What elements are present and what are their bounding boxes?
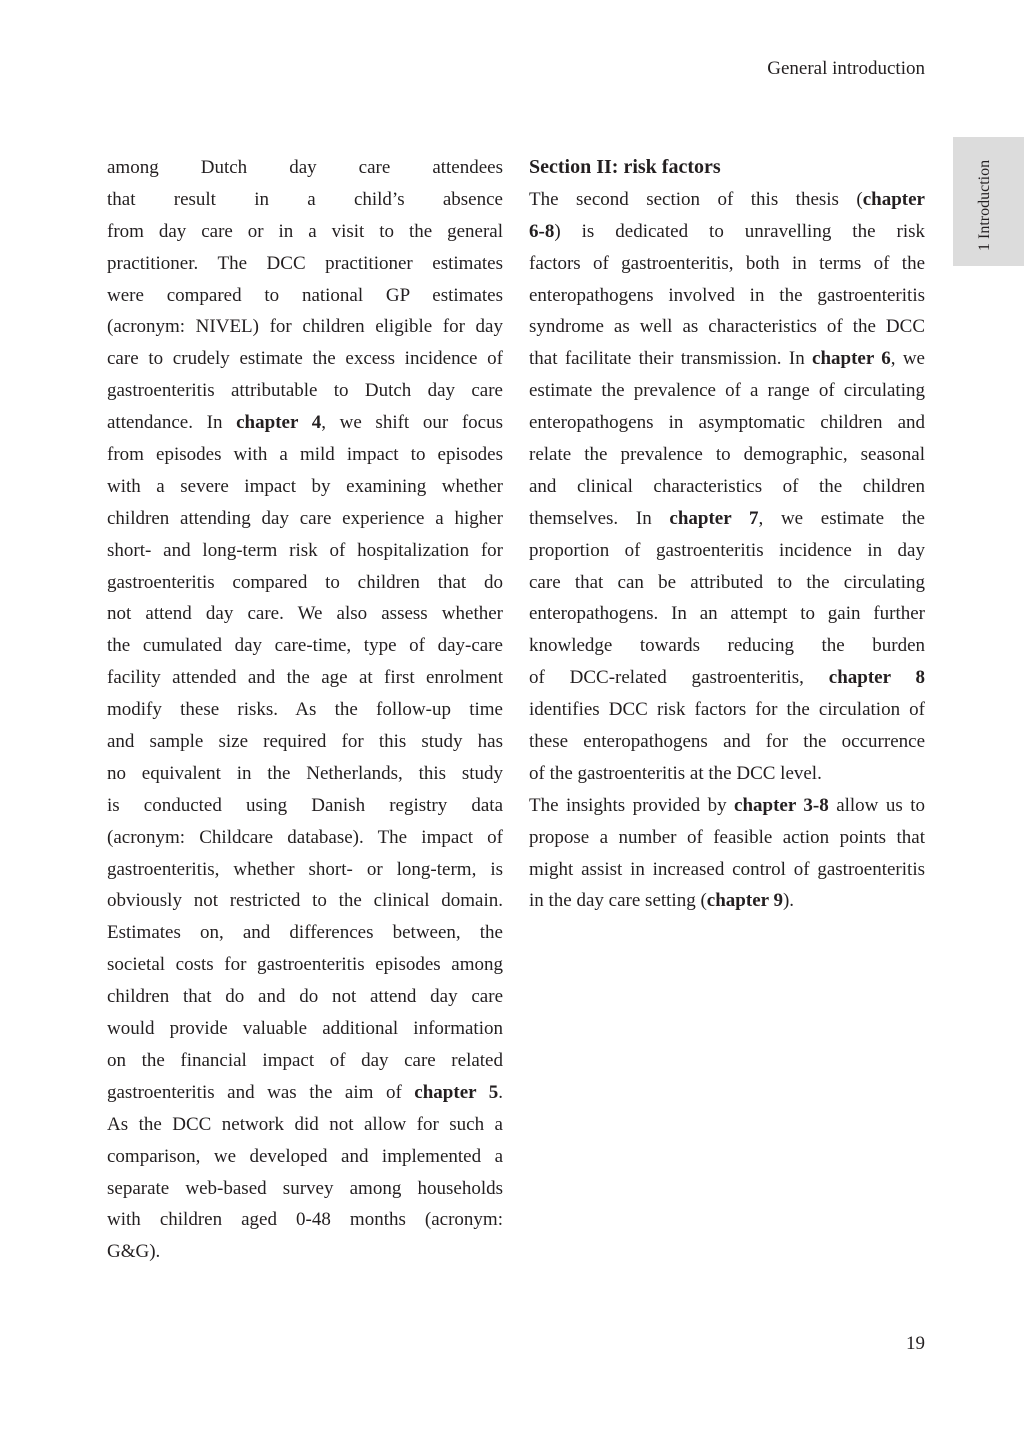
chapter-reference: chapter bbox=[862, 188, 925, 210]
text-line: themselves. In chapter 7, we estimate the bbox=[529, 507, 925, 529]
text-line: and sample size required for this study has bbox=[107, 731, 503, 753]
text-line: gastroenteritis, whether short- or long-term, is bbox=[107, 858, 503, 880]
text-line: might assist in increased control of gastroenteritis bbox=[529, 858, 925, 880]
text-line: Estimates on, and differences between, the bbox=[107, 922, 503, 944]
text-line: not attend day care. We also assess whether bbox=[107, 603, 503, 625]
text-line: no equivalent in the Netherlands, this study bbox=[107, 762, 503, 784]
text-line: enteropathogens in asymptomatic children and bbox=[529, 412, 925, 434]
text-line: propose a number of feasible action points that bbox=[529, 826, 925, 848]
text-line: relate the prevalence to demographic, seasonal bbox=[529, 444, 925, 466]
text-line: identifies DCC risk factors for the circulation of bbox=[529, 699, 925, 721]
paragraph bbox=[529, 184, 925, 790]
text-line: comparison, we developed and implemented a bbox=[107, 1145, 503, 1167]
text-line: were compared to national GP estimates bbox=[107, 284, 503, 306]
chapter-side-tab bbox=[953, 137, 1024, 266]
chapter-reference: chapter 7 bbox=[669, 507, 759, 529]
right-column bbox=[529, 152, 925, 917]
chapter-reference: chapter 5 bbox=[414, 1081, 499, 1103]
text-line: gastroenteritis compared to children that do bbox=[107, 571, 503, 593]
text-line: G&G). bbox=[107, 1241, 161, 1263]
text-line: obviously not restricted to the clinical domain. bbox=[107, 890, 503, 912]
text-line: with a severe impact by examining whether bbox=[107, 475, 503, 497]
text-line: of DCC-related gastroenteritis, chapter 8 bbox=[529, 667, 926, 689]
text-line: among Dutch day care attendees bbox=[107, 157, 503, 178]
running-head: General introduction bbox=[767, 58, 925, 79]
text-line: modify these risks. As the follow-up time bbox=[107, 699, 503, 721]
text-line: enteropathogens. In an attempt to gain further bbox=[529, 603, 925, 625]
text-line: (acronym: NIVEL) for children eligible for day bbox=[107, 316, 503, 338]
text-line: 6-8) is dedicated to unravelling the risk bbox=[529, 220, 925, 242]
text-line: of the gastroenteritis at the DCC level. bbox=[529, 762, 822, 784]
text-line: proportion of gastroenteritis incidence in day bbox=[529, 539, 925, 561]
text-line: syndrome as well as characteristics of the DCC bbox=[529, 316, 925, 338]
chapter-reference: 6-8 bbox=[529, 220, 555, 242]
text-line: gastroenteritis and was the aim of chapter 5. bbox=[107, 1081, 503, 1103]
text-line: from day care or in a visit to the general bbox=[107, 220, 503, 242]
chapter-reference: chapter 6 bbox=[812, 348, 891, 370]
text-line: from episodes with a mild impact to episodes bbox=[107, 444, 503, 466]
text-line: is conducted using Danish registry data bbox=[107, 794, 503, 816]
text-line: short- and long-term risk of hospitalization for bbox=[107, 539, 503, 561]
text-line: attendance. In chapter 4, we shift our focus bbox=[107, 412, 503, 434]
chapter-reference: chapter 9 bbox=[706, 890, 783, 912]
text-line: The insights provided by chapter 3-8 allow us to bbox=[529, 794, 925, 816]
text-line: facility attended and the age at first enrolment bbox=[107, 667, 503, 689]
text-line: with children aged 0-48 months (acronym: bbox=[107, 1209, 503, 1231]
chapter-reference: chapter 8 bbox=[828, 667, 926, 689]
text-line: would provide valuable additional information bbox=[107, 1018, 503, 1040]
text-line: the cumulated day care-time, type of day-care bbox=[107, 635, 503, 657]
text-line: societal costs for gastroenteritis episodes among bbox=[107, 954, 503, 976]
text-line: in the day care setting (chapter 9). bbox=[529, 890, 795, 912]
text-line: children attending day care experience a higher bbox=[107, 507, 503, 529]
page-number: 19 bbox=[906, 1333, 925, 1354]
paragraph bbox=[107, 152, 503, 1268]
text-line: children that do and do not attend day care bbox=[107, 986, 503, 1008]
text-line: and clinical characteristics of the children bbox=[529, 475, 925, 497]
text-line: care to crudely estimate the excess incidence of bbox=[107, 348, 503, 370]
text-line: care that can be attributed to the circulating bbox=[529, 571, 925, 593]
text-line: practitioner. The DCC practitioner estimates bbox=[107, 252, 503, 274]
paragraph bbox=[529, 790, 925, 918]
text-line: these enteropathogens and for the occurrence bbox=[529, 731, 925, 753]
text-line: that facilitate their transmission. In chapter 6, we bbox=[529, 348, 925, 370]
text-line: knowledge towards reducing the burden bbox=[529, 635, 925, 657]
chapter-reference: chapter 4 bbox=[236, 412, 322, 434]
chapter-side-tab-label: 1 Introduction bbox=[976, 159, 993, 251]
text-line: on the financial impact of day care related bbox=[107, 1049, 503, 1071]
text-line: factors of gastroenteritis, both in terms of the bbox=[529, 252, 925, 274]
text-line: gastroenteritis attributable to Dutch day care bbox=[107, 380, 503, 402]
chapter-reference: chapter 3-8 bbox=[734, 794, 829, 816]
text-line: enteropathogens involved in the gastroenteritis bbox=[529, 284, 925, 306]
left-column bbox=[107, 152, 503, 1268]
text-line: (acronym: Childcare database). The impact of bbox=[107, 826, 503, 848]
text-line: As the DCC network did not allow for such a bbox=[107, 1113, 503, 1135]
text-line: that result in a child’s absence bbox=[107, 188, 503, 210]
text-line: estimate the prevalence of a range of circulating bbox=[529, 380, 925, 402]
section-heading: Section II: risk factors bbox=[529, 156, 721, 178]
text-line: The second section of this thesis (chapter bbox=[529, 188, 925, 210]
text-line: separate web-based survey among households bbox=[107, 1177, 503, 1199]
